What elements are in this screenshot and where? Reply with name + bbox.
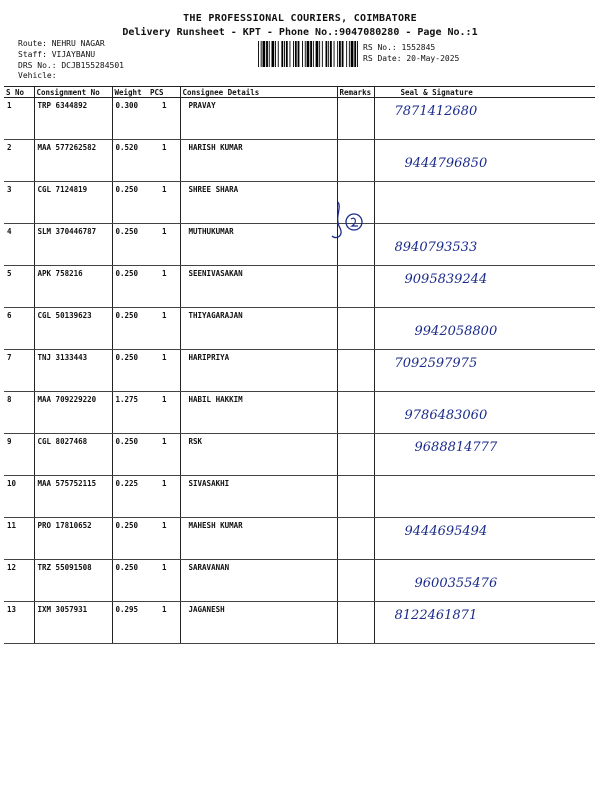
barcode-bar [307, 41, 310, 67]
cell-weight: 0.250 [112, 350, 148, 392]
cell-weight: 0.295 [112, 602, 148, 644]
cell-remarks [337, 392, 374, 434]
barcode-bar [310, 41, 312, 67]
col-remarks: Remarks [337, 87, 374, 98]
cell-remarks [337, 98, 374, 140]
cell-pcs: 1 [148, 518, 180, 560]
handwritten-signature: 9786483060 [404, 408, 488, 423]
cell-pcs: 1 [148, 476, 180, 518]
table-row [4, 350, 595, 392]
barcode-bar [269, 41, 270, 67]
cell-remarks [337, 308, 374, 350]
cell-consignee: SEENIVASAKAN [180, 266, 337, 308]
cell-consignee: MUTHUKUMAR [180, 224, 337, 266]
route-line [18, 39, 105, 49]
barcode-bar [305, 41, 306, 67]
cell-remarks [337, 350, 374, 392]
barcode-bar [281, 41, 283, 67]
barcode-bar [293, 41, 294, 67]
cell-sno: 7 [4, 350, 34, 392]
cell-sno: 12 [4, 560, 34, 602]
handwritten-signature: 8122461871 [394, 608, 478, 623]
col-signature: Seal & Signature [374, 87, 595, 98]
barcode-bar [342, 41, 344, 67]
barcode-bar [263, 41, 266, 67]
barcode-bar [261, 41, 262, 67]
cell-consignment: MAA 709229220 [34, 392, 112, 434]
cell-sno: 3 [4, 182, 34, 224]
barcode-bar [286, 41, 288, 67]
table-row [4, 560, 595, 602]
cell-consignee: HABIL HAKKIM [180, 392, 337, 434]
cell-remarks [337, 434, 374, 476]
cell-remarks [337, 266, 374, 308]
cell-signature [374, 266, 595, 308]
cell-signature [374, 476, 595, 518]
table-row [4, 602, 595, 644]
cell-consignee: THIYAGARAJAN [180, 308, 337, 350]
barcode-bar [330, 41, 332, 67]
cell-pcs: 1 [148, 602, 180, 644]
cell-pcs: 1 [148, 140, 180, 182]
cell-signature [374, 518, 595, 560]
col-sno: S No [4, 87, 34, 98]
cell-weight: 0.250 [112, 266, 148, 308]
cell-consignment: TNJ 3133443 [34, 350, 112, 392]
cell-consignee: HARISH KUMAR [180, 140, 337, 182]
cell-remarks [337, 560, 374, 602]
barcode-bar [258, 41, 259, 67]
cell-signature [374, 308, 595, 350]
route-value: NEHRU NAGAR [51, 39, 105, 48]
cell-sno: 11 [4, 518, 34, 560]
cell-consignee: SARAVANAN [180, 560, 337, 602]
cell-consignee: HARIPRIYA [180, 350, 337, 392]
handwritten-signature: 9444695494 [404, 524, 488, 539]
col-consignee: Consignee Details [180, 87, 337, 98]
barcode-bar [337, 41, 338, 67]
cell-sno: 4 [4, 224, 34, 266]
cell-weight: 0.250 [112, 308, 148, 350]
cell-consignment: MAA 575752115 [34, 476, 112, 518]
cell-signature [374, 434, 595, 476]
table-row [4, 140, 595, 182]
cell-consignment: IXM 3057931 [34, 602, 112, 644]
cell-pcs: 1 [148, 434, 180, 476]
cell-signature [374, 224, 595, 266]
cell-pcs: 1 [148, 98, 180, 140]
cell-consignment: MAA 577262582 [34, 140, 112, 182]
cell-pcs: 1 [148, 308, 180, 350]
cell-consignee: PRAVAY [180, 98, 337, 140]
staff-value: VIJAYBANU [51, 50, 96, 59]
barcode-bar [354, 41, 356, 67]
cell-consignee: RSK [180, 434, 337, 476]
cell-sno: 13 [4, 602, 34, 644]
barcode-bar [290, 41, 291, 67]
rs-date: RS Date: 20-May-2025 [363, 54, 460, 63]
barcode-bar [316, 41, 319, 67]
handwritten-signature: 9600355476 [414, 576, 498, 591]
table-header [4, 87, 595, 98]
cell-pcs: 1 [148, 350, 180, 392]
cell-weight: 0.520 [112, 140, 148, 182]
cell-sno: 8 [4, 392, 34, 434]
table-row [4, 392, 595, 434]
drs-value: DCJB155284501 [61, 61, 124, 70]
cell-consignment: TRZ 55091508 [34, 560, 112, 602]
cell-sno: 10 [4, 476, 34, 518]
barcode-bar [272, 41, 275, 67]
cell-pcs: 1 [148, 224, 180, 266]
col-pcs: PCS [148, 87, 180, 98]
cell-sno: 2 [4, 140, 34, 182]
barcode-bar [357, 41, 358, 67]
cell-signature [374, 392, 595, 434]
cell-consignee: SIVASAKHI [180, 476, 337, 518]
cell-pcs: 1 [148, 392, 180, 434]
vehicle-label: Vehicle: [18, 71, 57, 80]
cell-weight: 0.225 [112, 476, 148, 518]
cell-signature [374, 602, 595, 644]
barcode-bar [284, 41, 285, 67]
handwritten-signature: 9688814777 [414, 440, 498, 455]
table-row [4, 476, 595, 518]
cell-consignment: CGL 8027468 [34, 434, 112, 476]
cell-consignment: TRP 6344892 [34, 98, 112, 140]
barcode-bar [346, 41, 347, 67]
barcode [258, 41, 358, 67]
table-row [4, 224, 595, 266]
cell-signature [374, 140, 595, 182]
cell-weight: 0.250 [112, 182, 148, 224]
cell-consignee: MAHESH KUMAR [180, 518, 337, 560]
barcode-bar [326, 41, 328, 67]
drs-label: DRS No.: [18, 61, 57, 70]
cell-signature [374, 98, 595, 140]
cell-signature [374, 350, 595, 392]
cell-pcs: 1 [148, 182, 180, 224]
barcode-bar [278, 41, 279, 67]
barcode-bar [351, 41, 354, 67]
cell-consignment: APK 758216 [34, 266, 112, 308]
staff-label: Staff: [18, 50, 47, 59]
cell-weight: 1.275 [112, 392, 148, 434]
barcode-bar [313, 41, 314, 67]
cell-consignment: CGL 50139623 [34, 308, 112, 350]
cell-weight: 0.250 [112, 518, 148, 560]
barcode-bar [322, 41, 323, 67]
cell-pcs: 1 [148, 266, 180, 308]
table-row [4, 308, 595, 350]
cell-pcs: 1 [148, 560, 180, 602]
barcode-bar [319, 41, 320, 67]
rs-number: RS No.: 1552845 [363, 43, 436, 52]
col-consignment: Consignment No [34, 87, 112, 98]
cell-consignee: SHREE SHARA [180, 182, 337, 224]
barcode-bar [334, 41, 335, 67]
barcode-bar [339, 41, 341, 67]
handwritten-signature: 9444796850 [404, 156, 488, 171]
staff-line [18, 50, 95, 60]
cell-sno: 6 [4, 308, 34, 350]
table-row [4, 518, 595, 560]
cell-weight: 0.250 [112, 560, 148, 602]
handwritten-signature: 9095839244 [404, 272, 488, 287]
route-label: Route: [18, 39, 47, 48]
cell-sno: 1 [4, 98, 34, 140]
cell-consignment: CGL 7124819 [34, 182, 112, 224]
barcode-bar [266, 41, 268, 67]
table-row [4, 434, 595, 476]
handwritten-signature: 7092597975 [394, 356, 478, 371]
cell-remarks [337, 518, 374, 560]
cell-remarks [337, 602, 374, 644]
cell-weight: 0.300 [112, 98, 148, 140]
barcode-bar [275, 41, 276, 67]
rs-info [363, 42, 459, 64]
barcode-bar [298, 41, 300, 67]
cell-sno: 9 [4, 434, 34, 476]
drs-line [18, 61, 124, 71]
table-row [4, 182, 595, 224]
handwritten-mark [328, 198, 368, 242]
col-weight: Weight [112, 87, 148, 98]
table-row [4, 266, 595, 308]
cell-signature [374, 560, 595, 602]
runsheet-subtitle: Delivery Runsheet - KPT - Phone No.:9047080280 - Page No.:1 [122, 27, 478, 38]
runsheet-table [4, 86, 595, 644]
cell-weight: 0.250 [112, 434, 148, 476]
barcode-bar [302, 41, 303, 67]
cell-remarks [337, 140, 374, 182]
barcode-bar [328, 41, 329, 67]
cell-consignment: SLM 370446787 [34, 224, 112, 266]
company-title: THE PROFESSIONAL COURIERS, COIMBATORE [183, 13, 417, 24]
cell-signature [374, 182, 595, 224]
cell-weight: 0.250 [112, 224, 148, 266]
barcode-bar [295, 41, 297, 67]
cell-sno: 5 [4, 266, 34, 308]
handwritten-signature: 7871412680 [394, 104, 478, 119]
handwritten-signature: 9942058800 [414, 324, 498, 339]
handwritten-signature: 8940793533 [394, 240, 478, 255]
cell-remarks [337, 476, 374, 518]
cell-consignment: PRO 17810652 [34, 518, 112, 560]
cell-consignee: JAGANESH [180, 602, 337, 644]
barcode-bar [349, 41, 350, 67]
table-row [4, 98, 595, 140]
